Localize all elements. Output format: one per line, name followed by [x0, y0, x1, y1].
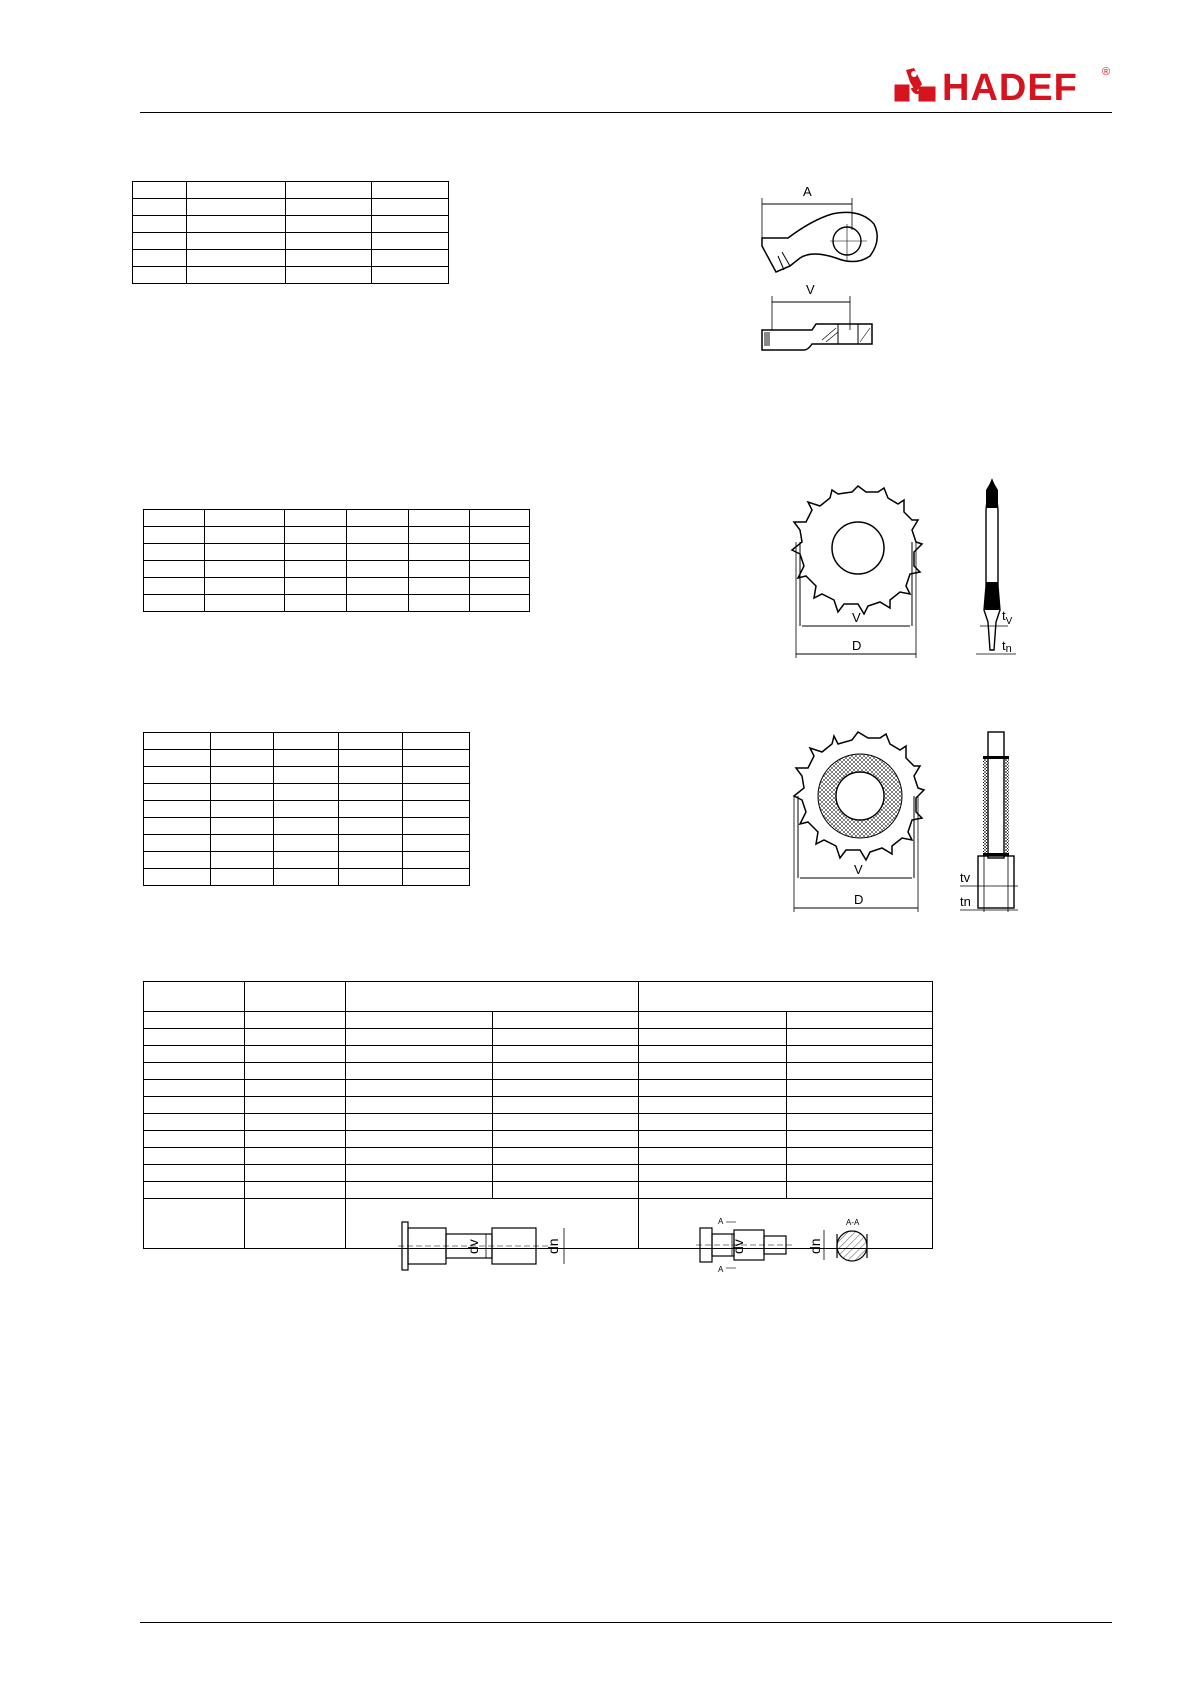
table-row	[144, 510, 530, 527]
table-row	[144, 1114, 933, 1131]
table-row	[144, 767, 470, 784]
table-row	[144, 527, 530, 544]
cam-table	[132, 181, 449, 284]
hadef-logo	[892, 66, 1118, 108]
table-row	[144, 561, 530, 578]
table-row	[144, 544, 530, 561]
table-row	[133, 267, 449, 284]
table-header-row	[144, 982, 933, 1012]
dim-label-d: D	[854, 892, 864, 907]
dim-label-tv: $t_V$	[1002, 608, 1013, 627]
dim-label-dv: dv	[730, 1239, 746, 1254]
table-row	[144, 1063, 933, 1080]
dim-label-a: A	[803, 184, 812, 199]
dim-label-v: V	[806, 282, 815, 297]
table-row	[144, 1029, 933, 1046]
dim-label-tv: tv	[960, 870, 971, 885]
dim-label-tn: tn	[960, 894, 971, 909]
table-row	[144, 1097, 933, 1114]
table-row	[144, 801, 470, 818]
section-label-top: A	[718, 1217, 724, 1226]
dim-label-dv: dv	[465, 1239, 481, 1254]
dim-label-v: V	[854, 862, 863, 877]
pin-drawing-threaded	[696, 1214, 896, 1274]
section-label-bottom: A	[718, 1265, 724, 1274]
wheel-table	[143, 732, 470, 886]
hook-icon	[892, 66, 940, 106]
dim-label-dn: dn	[545, 1238, 561, 1254]
dim-label-dn: dn	[807, 1238, 823, 1254]
wheel-drawing	[778, 730, 1058, 920]
dim-label-tn: tn	[1002, 638, 1012, 655]
footer-rule	[140, 1622, 1112, 1623]
cam-drawing	[752, 180, 892, 370]
table-row	[144, 1046, 933, 1063]
table-row	[144, 869, 470, 886]
table-row	[144, 1080, 933, 1097]
table-row	[133, 216, 449, 233]
header-rule	[140, 112, 1112, 113]
dim-label-d: D	[852, 638, 862, 653]
table-row	[144, 750, 470, 767]
table-row	[133, 250, 449, 267]
table-row	[144, 1165, 933, 1182]
registered-mark: ®	[1102, 66, 1111, 78]
table-row	[144, 852, 470, 869]
ratchet-drawing	[780, 486, 1060, 666]
ratchet-table	[143, 509, 530, 612]
table-row	[144, 578, 530, 595]
section-label: A-A	[846, 1218, 860, 1227]
pin-drawing-straight	[398, 1218, 598, 1274]
table-row	[144, 733, 470, 750]
table-row	[144, 818, 470, 835]
brand-name: HADEF	[942, 67, 1078, 109]
table-row	[144, 1131, 933, 1148]
table-row	[133, 199, 449, 216]
table-row	[144, 595, 530, 612]
dim-label-v: V	[852, 610, 861, 625]
table-row	[144, 835, 470, 852]
table-row	[144, 784, 470, 801]
table-row	[144, 1148, 933, 1165]
table-row	[144, 1182, 933, 1199]
table-row	[133, 182, 449, 199]
table-row	[144, 1012, 933, 1029]
pin-table	[143, 981, 933, 1249]
table-row	[133, 233, 449, 250]
